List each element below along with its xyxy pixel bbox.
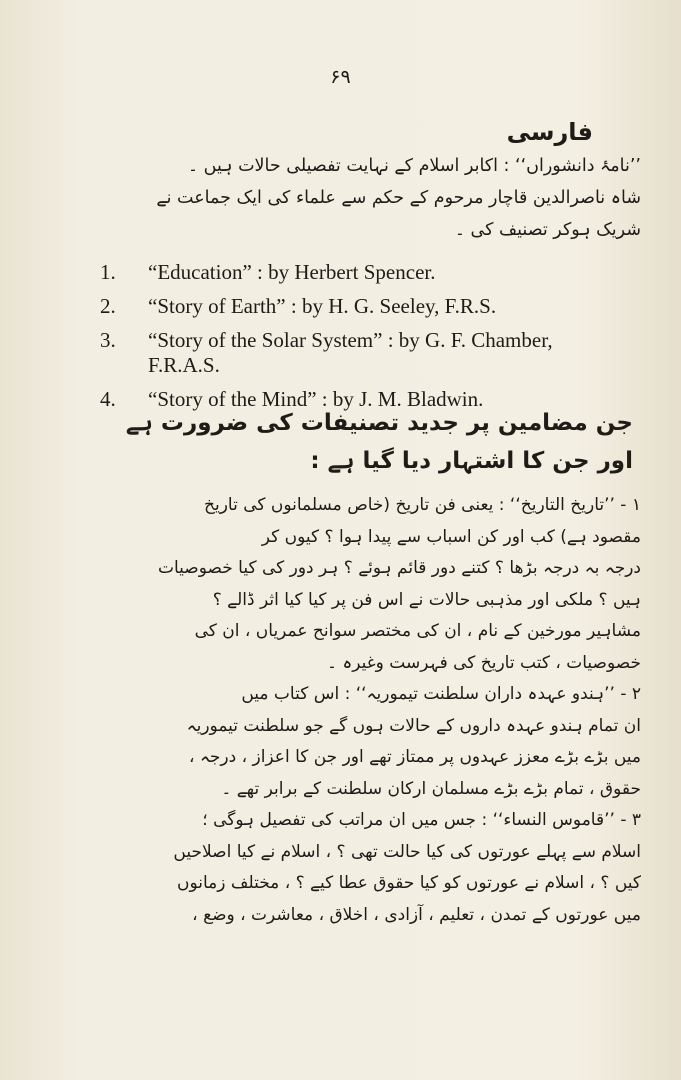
list-item [100,260,620,285]
list-item-number: 3. [100,328,116,352]
english-book-list [100,260,620,421]
list-item-text: “Education” : by Herbert Spencer. [148,260,436,284]
list-item-text: “Story of the Mind” : by J. M. Bladwin. [148,387,484,411]
body-line: ان تمام ہندو عہدہ داروں کے حالات ہوں گے جو سلطنت تیموریہ [186,715,641,736]
body-line: درجہ بہ درجہ بڑھا ؟ کتنے دور قائم ہوئے ؟ ہر دور کی کیا خصوصیات [157,558,641,578]
body-line: حقوق ، تمام بڑے بڑے مسلمان ارکان سلطنت کے برابر تھے ۔ [221,778,641,799]
topics-heading [33,404,633,480]
list-item [100,328,620,378]
topics-body [29,490,641,931]
intro-line: شاہ ناصرالدین قاچار مرحوم کے حکم سے علماء کی ایک جماعت نے [156,188,641,208]
list-item-number: 4. [100,387,116,411]
heading-line: اور جن کا اشتہار دیا گیا ہے : [310,448,633,474]
body-line: مشاہیر مورخین کے نام ، ان کی مختصر سوانح عمریاں ، ان کی [194,621,641,641]
body-line: مقصود ہے) کب اور کن اسباب سے پیدا ہوا ؟ کیوں کر [261,526,641,547]
list-item-text: “Story of Earth” : by H. G. Seeley, F.R.S. [148,294,497,318]
intro-paragraph [31,150,641,246]
list-item-number: 1. [100,260,116,284]
body-line: ہیں ؟ ملکی اور مذہبی حالات نے اس فن پر کیا کیا اثر ڈالے ؟ [212,589,641,610]
section-title: فارسی [506,118,593,146]
list-item [100,294,620,319]
list-item-text: “Story of the Solar System” : by G. F. Chamber, F.R.A.S. [148,328,553,377]
body-line: خصوصیات ، کتب تاریخ کی فہرست وغیرہ ۔ [326,652,641,673]
body-line: میں بڑے بڑے معزز عہدوں پر ممتاز تھے اور جن کا اعزاز ، درجہ ، [189,747,641,767]
page-number: ۶۹ [330,66,351,88]
body-line: ۲ - ’’ہندو عہدہ داران سلطنت تیموریہ‘‘ : اس کتاب میں [241,684,641,704]
body-line: ۳ - ’’قاموس النساء‘‘ : جس میں ان مراتب کی تفصیل ہوگی ؛ [202,810,641,830]
body-line: کیں ؟ ، اسلام نے عورتوں کو کیا حقوق عطا کیے ؟ ، مختلف زمانوں [176,873,641,893]
body-line: میں عورتوں کے تمدن ، تعلیم ، آزادی ، اخلاق ، معاشرت ، وضع ، [192,904,641,925]
body-line: اسلام سے پہلے عورتوں کی کیا حالت تھی ؟ ، اسلام نے کیا اصلاحیں [173,841,641,862]
body-line: ۱ - ’’تاریخ التاریخ‘‘ : یعنی فن تاریخ (خاص مسلمانوں کی تاریخ [203,495,641,515]
heading-line: جن مضامین پر جدید تصنیفات کی ضرورت ہے [125,410,633,436]
intro-line: ’’نامۂ دانشوراں‘‘ : اکابر اسلام کے نہایت تفصیلی حالات ہیں ۔ [187,156,641,176]
intro-line: شریک ہوکر تصنیف کی ۔ [454,220,641,240]
list-item-number: 2. [100,294,116,318]
